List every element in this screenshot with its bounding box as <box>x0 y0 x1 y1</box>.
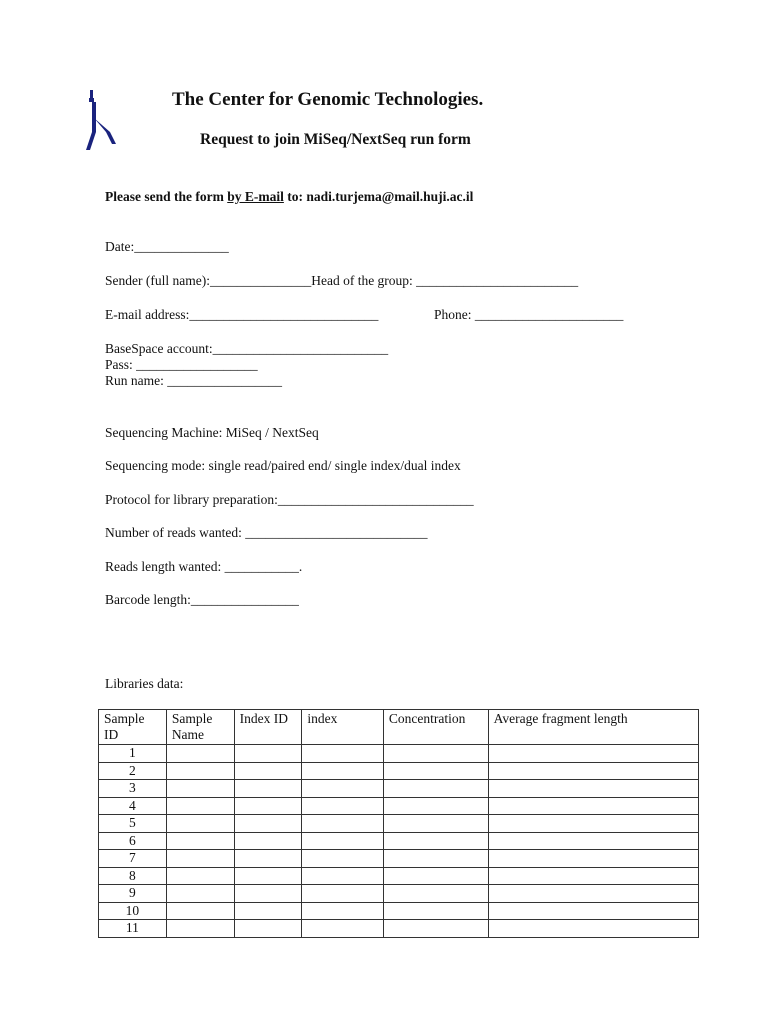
table-cell[interactable] <box>166 867 234 885</box>
libraries-header-row <box>99 710 699 745</box>
table-cell[interactable] <box>383 797 488 815</box>
table-cell[interactable] <box>488 762 698 780</box>
table-cell[interactable] <box>488 815 698 833</box>
sample-id-cell: 4 <box>99 797 167 815</box>
pass-field[interactable]: Pass: __________________ <box>105 357 258 372</box>
sample-id-cell: 7 <box>99 850 167 868</box>
table-cell[interactable] <box>383 815 488 833</box>
table-cell[interactable] <box>302 920 384 938</box>
column-header: Sample ID <box>99 710 167 745</box>
table-cell[interactable] <box>234 745 302 763</box>
libraries-table <box>98 709 699 938</box>
table-cell[interactable] <box>488 832 698 850</box>
table-cell[interactable] <box>302 902 384 920</box>
table-cell[interactable] <box>488 797 698 815</box>
sequencing-mode-field[interactable]: Sequencing mode: single read/paired end/ single index/dual index <box>105 458 461 473</box>
table-cell[interactable] <box>234 867 302 885</box>
table-cell[interactable] <box>383 885 488 903</box>
table-row <box>99 762 699 780</box>
table-cell[interactable] <box>166 902 234 920</box>
table-cell[interactable] <box>166 762 234 780</box>
table-cell[interactable] <box>488 867 698 885</box>
table-cell[interactable] <box>302 832 384 850</box>
table-row <box>99 745 699 763</box>
table-cell[interactable] <box>302 885 384 903</box>
table-cell[interactable] <box>166 815 234 833</box>
table-row <box>99 867 699 885</box>
barcode-length-field[interactable]: Barcode length:________________ <box>105 592 299 607</box>
table-cell[interactable] <box>302 815 384 833</box>
reads-number-field[interactable]: Number of reads wanted: ___________________________ <box>105 525 428 540</box>
sample-id-cell: 3 <box>99 780 167 798</box>
table-cell[interactable] <box>488 850 698 868</box>
table-cell[interactable] <box>383 762 488 780</box>
table-row <box>99 850 699 868</box>
phone-field[interactable]: Phone: ______________________ <box>434 307 624 322</box>
submission-instructions <box>105 189 473 205</box>
reads-length-field[interactable]: Reads length wanted: ___________. <box>105 559 303 574</box>
protocol-field[interactable]: Protocol for library preparation:_____________________________ <box>105 492 474 507</box>
table-cell[interactable] <box>234 762 302 780</box>
table-cell[interactable] <box>166 797 234 815</box>
table-cell[interactable] <box>383 780 488 798</box>
table-row <box>99 920 699 938</box>
table-cell[interactable] <box>383 902 488 920</box>
table-cell[interactable] <box>234 850 302 868</box>
table-cell[interactable] <box>234 815 302 833</box>
table-row <box>99 832 699 850</box>
sample-id-cell: 6 <box>99 832 167 850</box>
table-cell[interactable] <box>383 850 488 868</box>
sample-id-cell: 10 <box>99 902 167 920</box>
table-cell[interactable] <box>488 780 698 798</box>
table-cell[interactable] <box>166 920 234 938</box>
table-cell[interactable] <box>234 797 302 815</box>
sample-id-cell: 11 <box>99 920 167 938</box>
table-row <box>99 780 699 798</box>
table-cell[interactable] <box>302 850 384 868</box>
basespace-account-field[interactable]: BaseSpace account:__________________________ <box>105 341 389 356</box>
sample-id-cell: 1 <box>99 745 167 763</box>
table-cell[interactable] <box>488 902 698 920</box>
run-name-field[interactable]: Run name: _________________ <box>105 373 282 388</box>
libraries-label: Libraries data: <box>105 676 184 691</box>
date-field[interactable]: Date:______________ <box>105 239 229 254</box>
sample-id-cell: 2 <box>99 762 167 780</box>
table-cell[interactable] <box>166 850 234 868</box>
table-cell[interactable] <box>166 885 234 903</box>
table-cell[interactable] <box>383 832 488 850</box>
table-cell[interactable] <box>234 920 302 938</box>
table-cell[interactable] <box>302 780 384 798</box>
sample-id-cell: 9 <box>99 885 167 903</box>
table-cell[interactable] <box>166 780 234 798</box>
page-title: The Center for Genomic Technologies. <box>172 89 484 110</box>
table-cell[interactable] <box>166 832 234 850</box>
table-cell[interactable] <box>234 780 302 798</box>
table-row <box>99 797 699 815</box>
column-header: Index ID <box>234 710 302 745</box>
sample-id-cell: 8 <box>99 867 167 885</box>
column-header: Sample Name <box>166 710 234 745</box>
form-subtitle: Request to join MiSeq/NextSeq run form <box>200 131 471 148</box>
table-row <box>99 815 699 833</box>
table-cell[interactable] <box>302 797 384 815</box>
instructions-suffix: to: nadi.turjema@mail.huji.ac.il <box>283 189 474 204</box>
table-cell[interactable] <box>488 745 698 763</box>
column-header: Concentration <box>383 710 488 745</box>
email-address-field[interactable]: E-mail address:____________________________ <box>105 307 379 322</box>
table-cell[interactable] <box>234 832 302 850</box>
table-cell[interactable] <box>383 745 488 763</box>
table-cell[interactable] <box>488 920 698 938</box>
column-header: index <box>302 710 384 745</box>
table-row <box>99 885 699 903</box>
table-cell[interactable] <box>234 902 302 920</box>
sender-head-field[interactable]: Sender (full name):_______________Head of the group: ________________________ <box>105 273 579 288</box>
email-link[interactable]: by E-mail <box>227 189 284 204</box>
table-cell[interactable] <box>234 885 302 903</box>
column-header: Average fragment length <box>488 710 698 745</box>
table-cell[interactable] <box>166 745 234 763</box>
table-cell[interactable] <box>302 762 384 780</box>
table-cell[interactable] <box>302 867 384 885</box>
table-cell[interactable] <box>383 920 488 938</box>
hebrew-university-logo-icon <box>80 88 120 154</box>
table-cell[interactable] <box>383 867 488 885</box>
sequencing-machine-field[interactable]: Sequencing Machine: MiSeq / NextSeq <box>105 425 319 440</box>
table-cell[interactable] <box>302 745 384 763</box>
sample-id-cell: 5 <box>99 815 167 833</box>
table-cell[interactable] <box>488 885 698 903</box>
instructions-prefix: Please send the form <box>105 189 228 204</box>
table-row <box>99 902 699 920</box>
